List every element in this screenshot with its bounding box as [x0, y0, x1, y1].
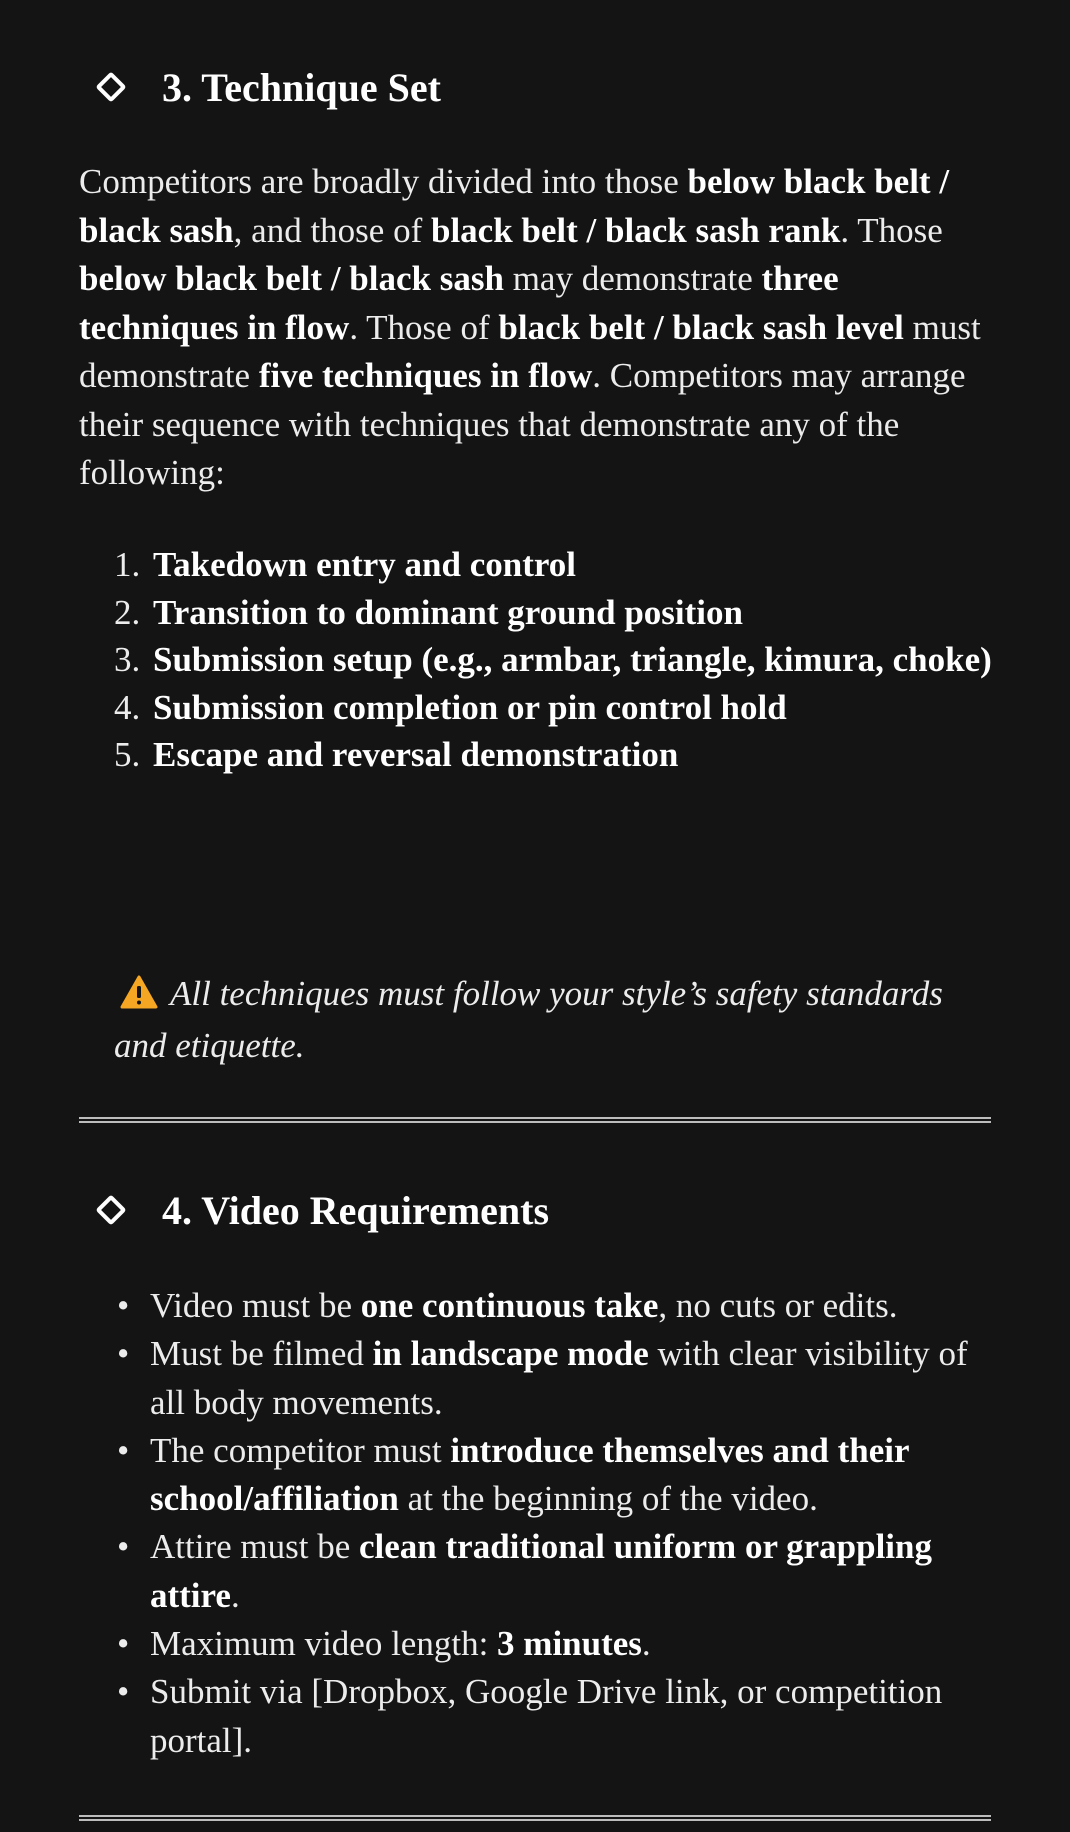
warning-icon	[120, 974, 158, 1022]
emphasis-text: black belt / black sash level	[498, 307, 904, 347]
list-item	[114, 1620, 994, 1668]
list-number: 4.	[114, 687, 141, 727]
list-item	[114, 589, 994, 637]
text-run: .	[230, 1575, 240, 1615]
text-run: Maximum video length:	[150, 1624, 498, 1664]
text-run: with clear visibility of all body movements.	[150, 1334, 968, 1422]
emphasis-text: clean traditional uniform or grappling attire	[150, 1527, 932, 1615]
bullet-icon: •	[117, 1430, 130, 1470]
diamond-bullet-icon	[95, 71, 126, 102]
safety-note-text: All techniques must follow your style’s safety standards and etiquette.	[114, 974, 943, 1065]
text-run: may demonstrate	[503, 259, 762, 298]
technique-set-intro-paragraph	[79, 158, 999, 498]
text-run: Submit via [Dropbox, Google Drive link, or competition portal].	[150, 1672, 943, 1760]
list-item	[114, 1668, 994, 1765]
section-title: 3. Technique Set	[162, 64, 441, 110]
list-item	[114, 1282, 994, 1330]
bullet-icon: •	[117, 1672, 130, 1712]
emphasis-text: below black belt / black sash	[79, 259, 504, 298]
list-number: 5.	[114, 735, 141, 774]
section-heading-video-requirements	[96, 1186, 549, 1234]
list-number: 1.	[114, 545, 141, 584]
emphasis-text: three techniques in flow	[79, 259, 839, 347]
emphasis-text: one continuous take	[360, 1286, 659, 1325]
emphasis-text: below black belt / black sash	[79, 162, 950, 250]
list-item	[114, 1523, 994, 1620]
list-item	[114, 541, 994, 589]
text-run: , and those of	[233, 210, 431, 250]
text-run: . Those	[840, 210, 943, 250]
emphasis-text: introduce themselves and their school/affiliation	[150, 1430, 909, 1519]
emphasis-text: 3 minutes	[497, 1624, 642, 1664]
section-divider	[79, 1117, 991, 1123]
bullet-icon: •	[117, 1334, 130, 1374]
text-run: Attire must be	[150, 1527, 359, 1567]
text-run: Competitors are broadly divided into those	[79, 162, 688, 201]
bullet-icon: •	[117, 1527, 130, 1567]
text-run: must demonstrate	[79, 307, 981, 395]
section-heading-technique-set	[96, 63, 441, 111]
list-item-text: Transition to dominant ground position	[153, 592, 743, 632]
text-run: The competitor must	[150, 1430, 451, 1470]
technique-list	[114, 541, 994, 779]
list-item-text: Submission setup (e.g., armbar, triangle, kimura, choke)	[153, 640, 992, 679]
list-item	[114, 636, 994, 684]
text-run: at the beginning of the video.	[398, 1479, 818, 1519]
list-number: 2.	[114, 592, 141, 632]
text-run: . Those of	[349, 307, 499, 347]
list-number: 3.	[114, 640, 141, 679]
list-item	[114, 1427, 994, 1524]
text-run: Must be filmed	[150, 1334, 373, 1374]
bullet-icon: •	[117, 1286, 130, 1325]
list-item	[114, 731, 994, 779]
emphasis-text: five techniques in flow	[258, 356, 593, 395]
safety-note	[114, 970, 994, 1070]
section-divider	[79, 1815, 991, 1821]
diamond-bullet-icon	[95, 1194, 126, 1225]
section-title: 4. Video Requirements	[162, 1187, 550, 1233]
list-item-text: Submission completion or pin control hold	[153, 687, 787, 727]
list-item	[114, 1330, 994, 1427]
list-item-text: Escape and reversal demonstration	[153, 735, 679, 774]
list-item-text: Takedown entry and control	[153, 545, 576, 584]
emphasis-text: black belt / black sash rank	[430, 210, 841, 250]
video-requirements-list	[114, 1282, 994, 1765]
text-run: .	[641, 1624, 651, 1664]
text-run: . Competitors may arrange their sequence with techniques that demonstrate any of the following:	[79, 356, 966, 492]
text-run: , no cuts or edits.	[658, 1286, 898, 1325]
emphasis-text: in landscape mode	[372, 1334, 649, 1374]
list-item	[114, 684, 994, 732]
text-run: Video must be	[150, 1286, 361, 1325]
bullet-icon: •	[117, 1624, 130, 1664]
